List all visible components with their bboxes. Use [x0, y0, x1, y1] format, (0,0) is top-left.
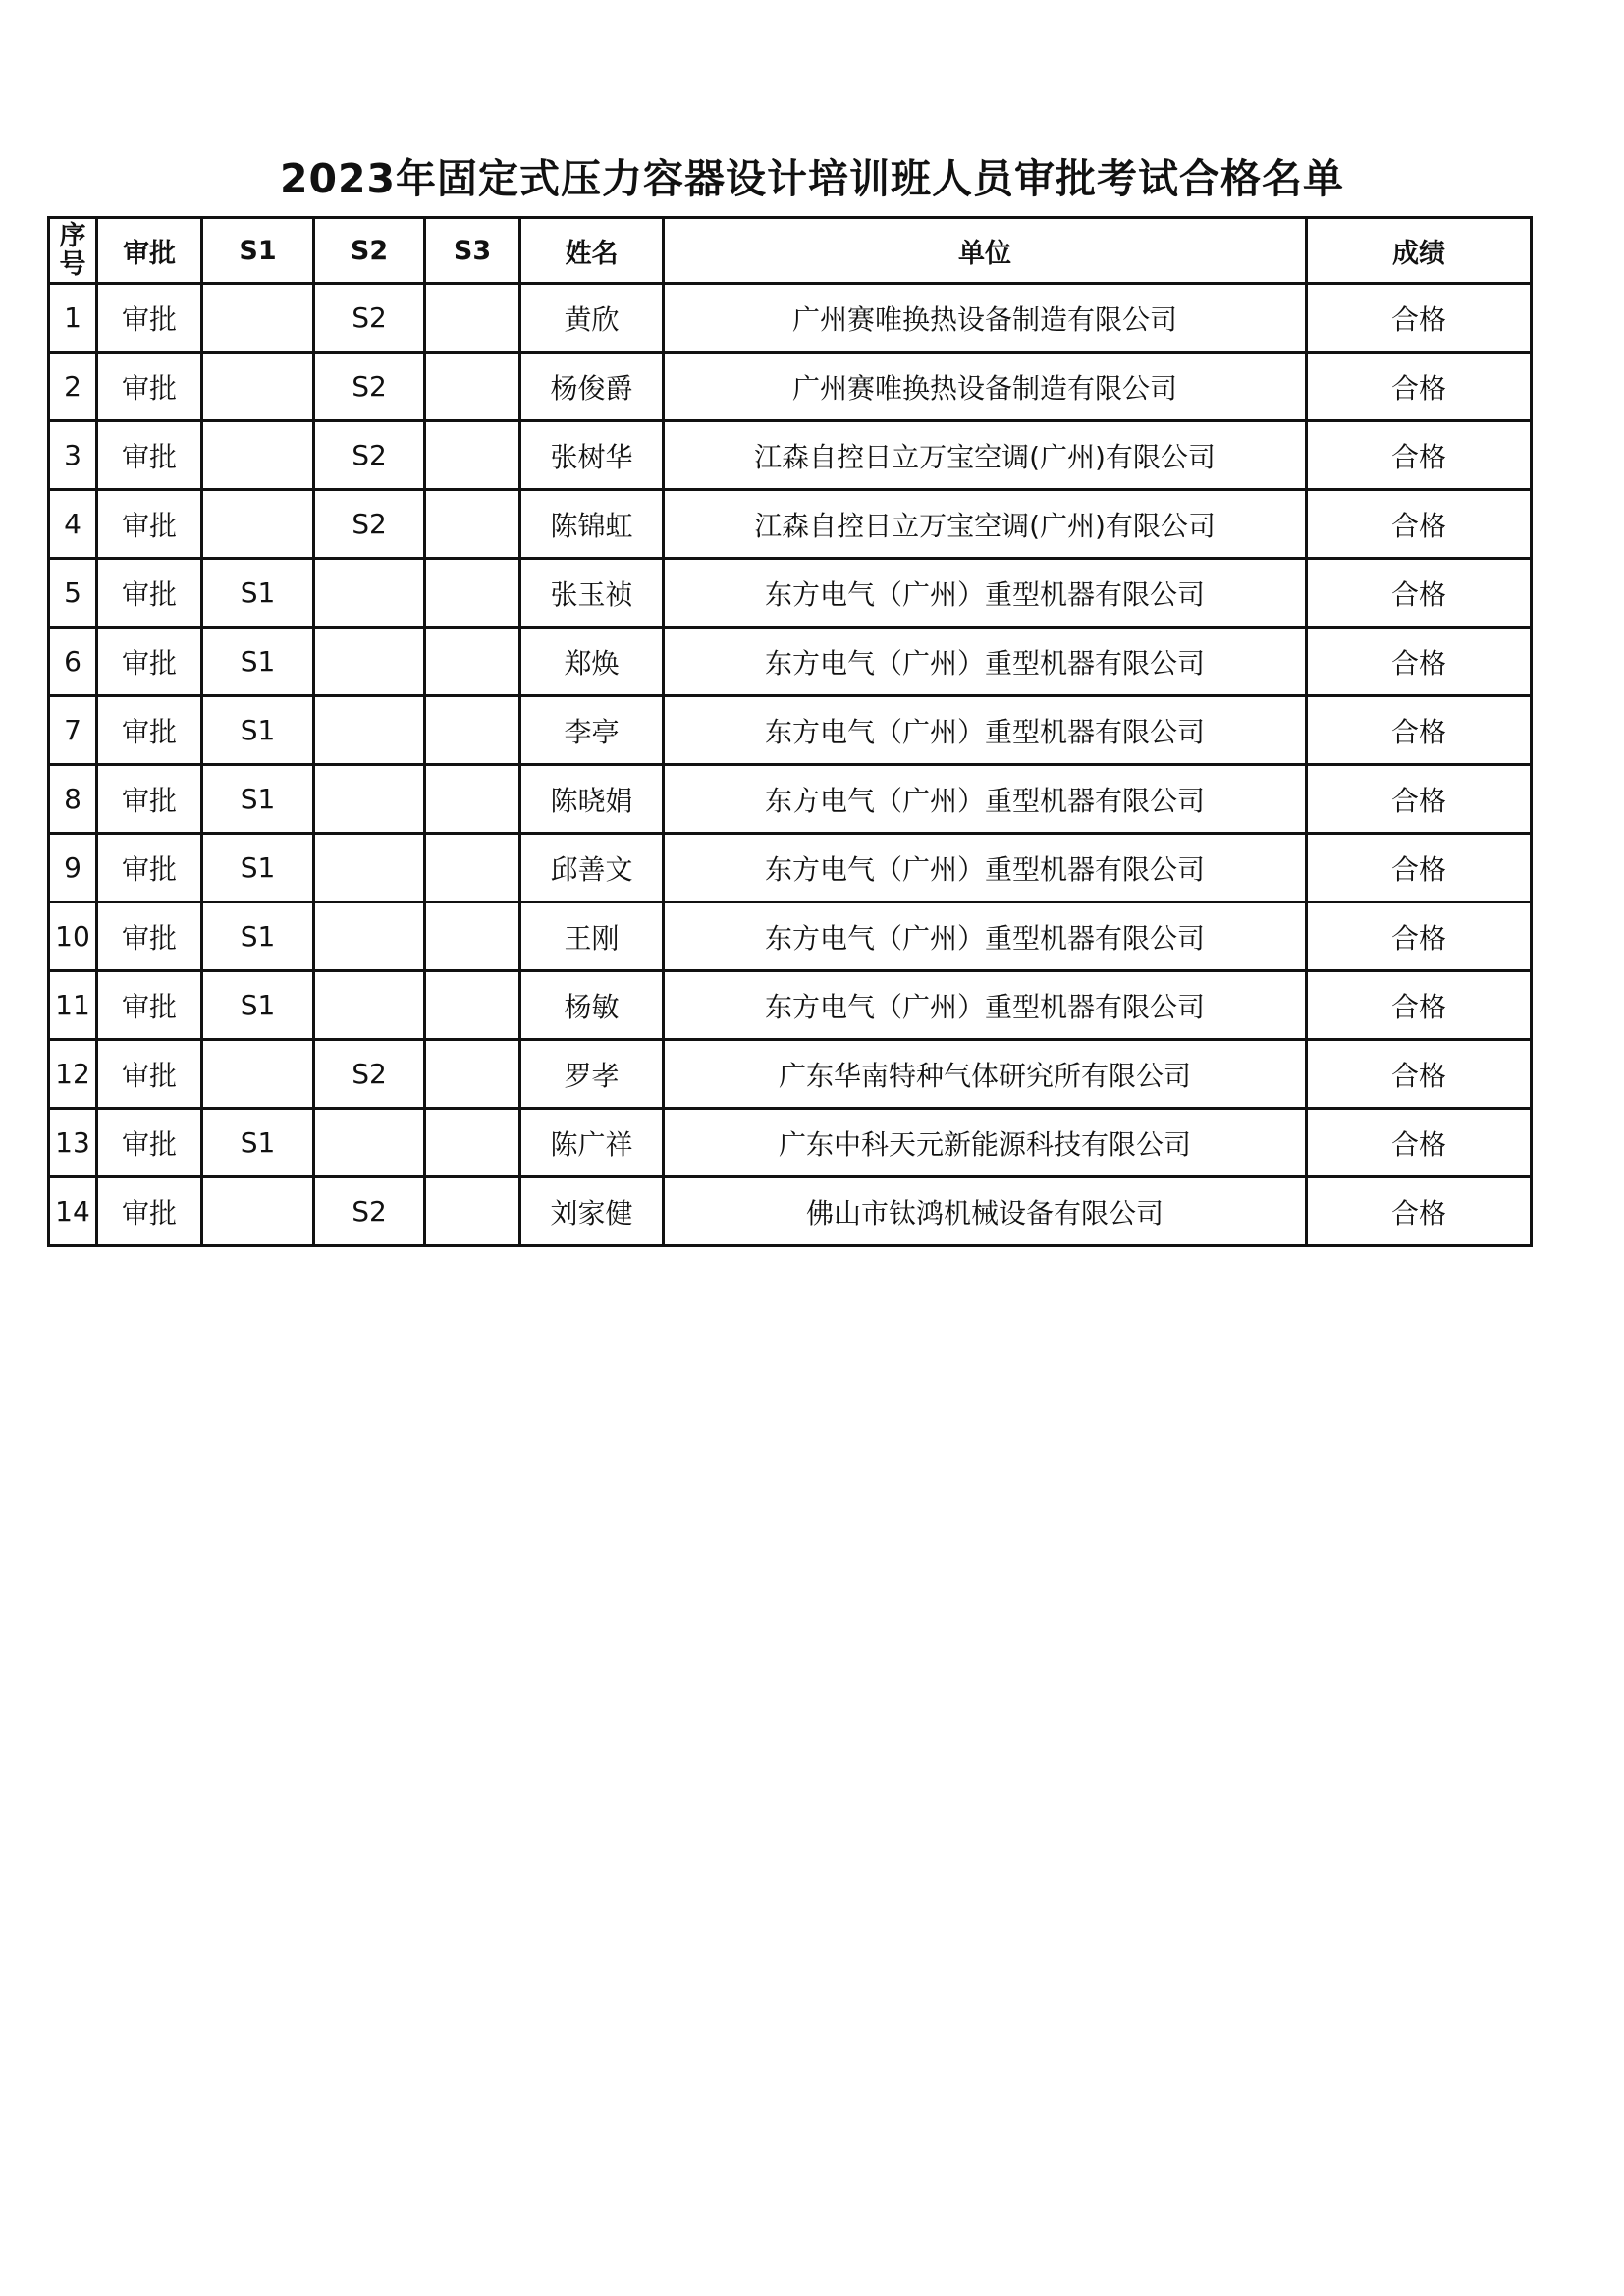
cell-seq: 5 [49, 559, 97, 628]
cell-s3 [425, 490, 520, 559]
table-row [49, 971, 1532, 1040]
cell-approval: 审批 [97, 696, 202, 765]
cell-approval: 审批 [97, 490, 202, 559]
qualified-list-table [47, 216, 1533, 1247]
cell-s3 [425, 902, 520, 971]
header-seq: 序号 [49, 218, 97, 284]
cell-s2: S2 [314, 1040, 425, 1109]
cell-name: 杨敏 [520, 971, 664, 1040]
cell-unit: 东方电气（广州）重型机器有限公司 [664, 696, 1307, 765]
cell-s1 [202, 1177, 314, 1246]
cell-unit: 广东中科天元新能源科技有限公司 [664, 1109, 1307, 1177]
cell-s1: S1 [202, 971, 314, 1040]
cell-s3 [425, 284, 520, 353]
cell-s2: S2 [314, 353, 425, 421]
cell-unit: 东方电气（广州）重型机器有限公司 [664, 834, 1307, 902]
cell-unit: 江森自控日立万宝空调(广州)有限公司 [664, 421, 1307, 490]
cell-result: 合格 [1307, 1040, 1532, 1109]
cell-approval: 审批 [97, 1040, 202, 1109]
table-row [49, 1040, 1532, 1109]
cell-seq: 2 [49, 353, 97, 421]
cell-s2: S2 [314, 284, 425, 353]
cell-approval: 审批 [97, 971, 202, 1040]
header-s1: S1 [202, 218, 314, 284]
header-row [49, 218, 1532, 284]
cell-result: 合格 [1307, 696, 1532, 765]
cell-seq: 8 [49, 765, 97, 834]
cell-s1: S1 [202, 696, 314, 765]
table-row [49, 696, 1532, 765]
table-row [49, 559, 1532, 628]
cell-seq: 13 [49, 1109, 97, 1177]
cell-seq: 1 [49, 284, 97, 353]
cell-s2: S2 [314, 421, 425, 490]
cell-approval: 审批 [97, 421, 202, 490]
cell-unit: 东方电气（广州）重型机器有限公司 [664, 765, 1307, 834]
cell-s2: S2 [314, 490, 425, 559]
cell-seq: 11 [49, 971, 97, 1040]
cell-s3 [425, 421, 520, 490]
cell-seq: 12 [49, 1040, 97, 1109]
table-row [49, 1177, 1532, 1246]
table-row [49, 1109, 1532, 1177]
table-row [49, 284, 1532, 353]
cell-s1: S1 [202, 834, 314, 902]
cell-s3 [425, 971, 520, 1040]
cell-s1 [202, 353, 314, 421]
header-name: 姓名 [520, 218, 664, 284]
header-result: 成绩 [1307, 218, 1532, 284]
cell-result: 合格 [1307, 971, 1532, 1040]
cell-result: 合格 [1307, 559, 1532, 628]
cell-s1: S1 [202, 765, 314, 834]
table-row [49, 628, 1532, 696]
cell-s1: S1 [202, 902, 314, 971]
cell-name: 郑焕 [520, 628, 664, 696]
cell-name: 邱善文 [520, 834, 664, 902]
cell-name: 黄欣 [520, 284, 664, 353]
header-approval: 审批 [97, 218, 202, 284]
cell-s1 [202, 490, 314, 559]
cell-seq: 9 [49, 834, 97, 902]
cell-s2 [314, 834, 425, 902]
cell-approval: 审批 [97, 1177, 202, 1246]
cell-seq: 3 [49, 421, 97, 490]
cell-name: 陈晓娟 [520, 765, 664, 834]
cell-name: 罗孝 [520, 1040, 664, 1109]
header-unit: 单位 [664, 218, 1307, 284]
cell-name: 张玉祯 [520, 559, 664, 628]
cell-approval: 审批 [97, 1109, 202, 1177]
cell-s1 [202, 1040, 314, 1109]
cell-s2 [314, 559, 425, 628]
cell-unit: 东方电气（广州）重型机器有限公司 [664, 628, 1307, 696]
cell-unit: 广东华南特种气体研究所有限公司 [664, 1040, 1307, 1109]
cell-name: 张树华 [520, 421, 664, 490]
cell-name: 王刚 [520, 902, 664, 971]
cell-approval: 审批 [97, 284, 202, 353]
cell-result: 合格 [1307, 284, 1532, 353]
cell-s2 [314, 628, 425, 696]
cell-approval: 审批 [97, 834, 202, 902]
cell-result: 合格 [1307, 628, 1532, 696]
cell-name: 杨俊爵 [520, 353, 664, 421]
cell-unit: 广州赛唯换热设备制造有限公司 [664, 353, 1307, 421]
cell-result: 合格 [1307, 490, 1532, 559]
cell-s3 [425, 834, 520, 902]
cell-seq: 10 [49, 902, 97, 971]
header-s3: S3 [425, 218, 520, 284]
cell-approval: 审批 [97, 353, 202, 421]
cell-s2 [314, 765, 425, 834]
cell-s3 [425, 1109, 520, 1177]
document-title: 2023年固定式压力容器设计培训班人员审批考试合格名单 [279, 155, 1345, 202]
cell-approval: 审批 [97, 628, 202, 696]
cell-result: 合格 [1307, 902, 1532, 971]
cell-s2 [314, 696, 425, 765]
cell-seq: 14 [49, 1177, 97, 1246]
cell-result: 合格 [1307, 353, 1532, 421]
table-row [49, 765, 1532, 834]
cell-unit: 江森自控日立万宝空调(广州)有限公司 [664, 490, 1307, 559]
cell-unit: 东方电气（广州）重型机器有限公司 [664, 971, 1307, 1040]
cell-s1 [202, 421, 314, 490]
cell-approval: 审批 [97, 765, 202, 834]
table-row [49, 490, 1532, 559]
cell-s3 [425, 1040, 520, 1109]
cell-s1 [202, 284, 314, 353]
cell-name: 刘家健 [520, 1177, 664, 1246]
cell-s2 [314, 1109, 425, 1177]
cell-s2: S2 [314, 1177, 425, 1246]
cell-s1: S1 [202, 1109, 314, 1177]
cell-s2 [314, 971, 425, 1040]
cell-result: 合格 [1307, 765, 1532, 834]
cell-s2 [314, 902, 425, 971]
cell-unit: 东方电气（广州）重型机器有限公司 [664, 559, 1307, 628]
cell-s3 [425, 765, 520, 834]
cell-s3 [425, 696, 520, 765]
table-body [49, 284, 1532, 1246]
cell-name: 陈锦虹 [520, 490, 664, 559]
cell-unit: 东方电气（广州）重型机器有限公司 [664, 902, 1307, 971]
cell-approval: 审批 [97, 902, 202, 971]
cell-seq: 4 [49, 490, 97, 559]
header-s2: S2 [314, 218, 425, 284]
cell-s1: S1 [202, 559, 314, 628]
cell-unit: 佛山市钛鸿机械设备有限公司 [664, 1177, 1307, 1246]
cell-result: 合格 [1307, 1109, 1532, 1177]
cell-result: 合格 [1307, 1177, 1532, 1246]
table-row [49, 834, 1532, 902]
cell-s3 [425, 628, 520, 696]
table-row [49, 353, 1532, 421]
cell-seq: 6 [49, 628, 97, 696]
cell-seq: 7 [49, 696, 97, 765]
cell-result: 合格 [1307, 421, 1532, 490]
table-row [49, 902, 1532, 971]
cell-s1: S1 [202, 628, 314, 696]
cell-s3 [425, 559, 520, 628]
table-row [49, 421, 1532, 490]
cell-name: 李亭 [520, 696, 664, 765]
cell-s3 [425, 353, 520, 421]
cell-approval: 审批 [97, 559, 202, 628]
cell-unit: 广州赛唯换热设备制造有限公司 [664, 284, 1307, 353]
cell-s3 [425, 1177, 520, 1246]
cell-result: 合格 [1307, 834, 1532, 902]
cell-name: 陈广祥 [520, 1109, 664, 1177]
